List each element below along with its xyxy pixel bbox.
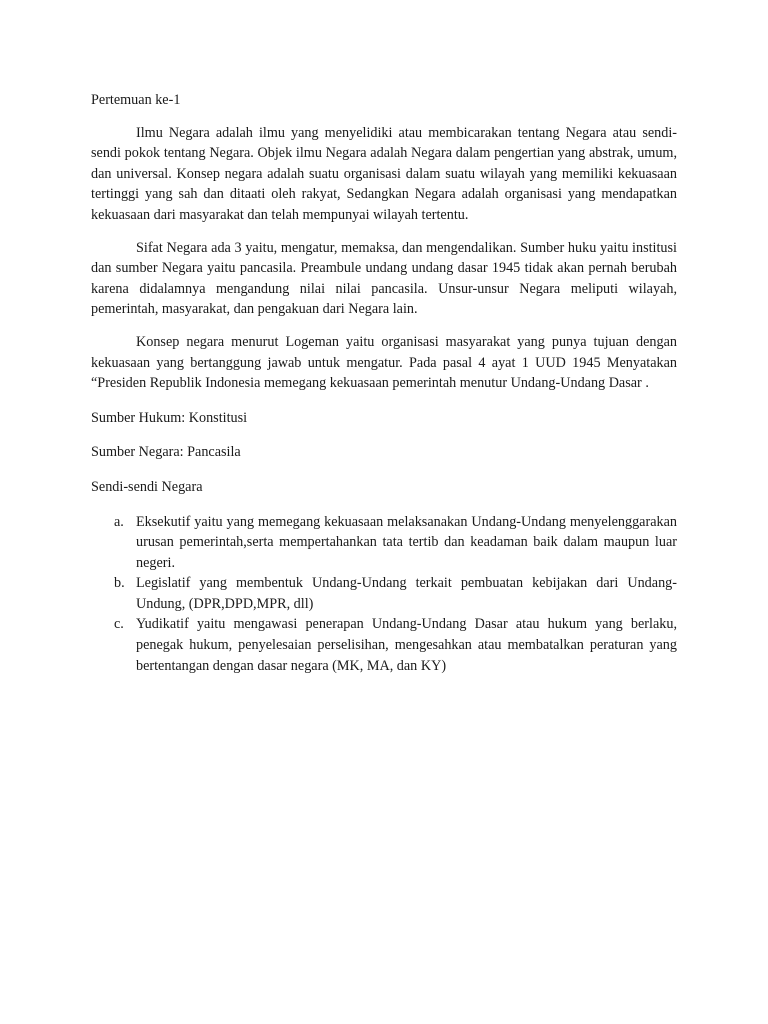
list-item [91,573,677,614]
list-marker: c. [114,616,124,633]
sumber-negara-line: Sumber Negara: Pancasila [91,444,241,461]
sendi-sendi-list [91,512,677,677]
document-page [91,90,677,676]
list-marker: a. [114,513,124,530]
sendi-sendi-heading: Sendi-sendi Negara [91,478,203,495]
list-marker: b. [114,575,125,592]
list-item-text: Legislatif yang membentuk Undang-Undang terkait pembuatan kebijakan dari Undang-Undung, (DPR,DPD,MPR, dll) [136,575,677,612]
list-item [91,614,677,676]
paragraph-sifat-negara: Sifat Negara ada 3 yaitu, mengatur, memaksa, dan mengendalikan. Sumber huku yaitu institusi dan sumber Negara yaitu pancasila. Preambule undang undang dasar 1945 tidak akan pernah berubah karena didalamnya mengandung nilai nilai pancasila. Unsur-unsur Negara meliputi wilayah, pemerintah, masyarakat, dan pengakuan dari Negara lain. [91,239,677,318]
list-item-text: Yudikatif yaitu mengawasi penerapan Undang-Undang Dasar atau hukum yang berlaku, penegak hukum, penyelesaian perselisihan, mengesahkan atau membatalkan peraturan yang bertentangan dengan dasar negara (MK, MA, dan KY) [136,616,677,674]
paragraph-ilmu-negara: Ilmu Negara adalah ilmu yang menyelidiki atau membicarakan tentang Negara atau sendi-sendi pokok tentang Negara. Objek ilmu Negara adalah Negara dalam pengertian yang abstrak, umum, dan universal. Konsep negara adalah suatu organisasi dalam suatu wilayah yang memiliki kekuasaan tertinggi yang sah dan ditaati oleh rakyat, Sedangkan Negara adalah organisasi yang mendapatkan kekuasaan dari masyarakat dan telah mempunyai wilayah tertentu. [91,124,677,223]
sumber-hukum-line: Sumber Hukum: Konstitusi [91,409,248,426]
list-item [91,512,677,574]
list-item-text: Eksekutif yaitu yang memegang kekuasaan melaksanakan Undang-Undang menyelenggarakan urusan pemerintah,serta mempertahankan tata tertib dan keadaman baik dalam maupun luar negeri. [136,513,677,571]
paragraph-konsep-negara: Konsep negara menurut Logeman yaitu organisasi masyarakat yang punya tujuan dengan kekuasaan yang bertanggung jawab untuk mengatur. Pada pasal 4 ayat 1 UUD 1945 Menyatakan “Presiden Republik Indonesia memegang kekuasaan pemerintah menutur Undang-Undang Dasar . [91,333,677,392]
document-title: Pertemuan ke-1 [91,92,181,108]
